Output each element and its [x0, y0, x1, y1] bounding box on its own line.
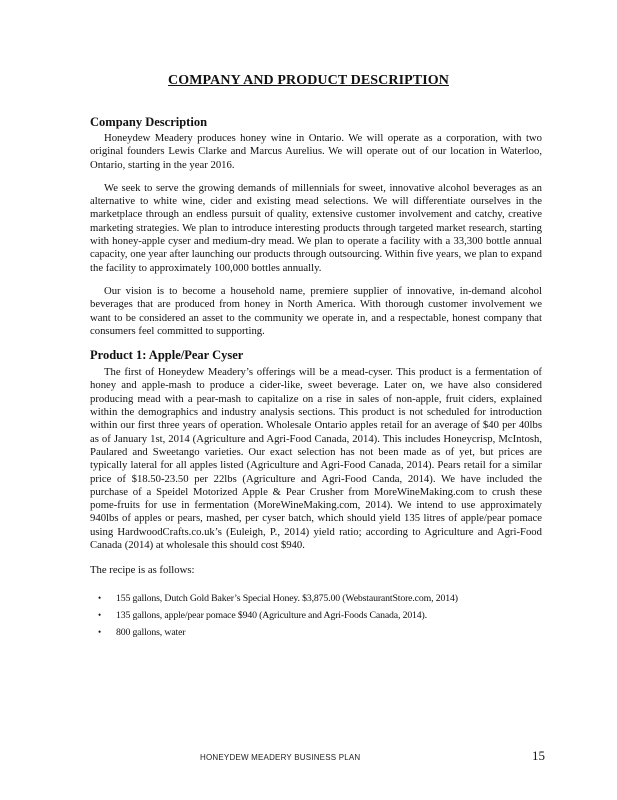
recipe-item-text: 800 gallons, water — [116, 626, 186, 638]
bullet-icon: • — [98, 609, 102, 620]
company-paragraph-2: We seek to serve the growing demands of millennials for sweet, innovative alcohol beverages as an alternative to white wine, cider and existing mead selections. We will differentiate ourselves in the marketplace through an endless pursuit of quality, extensive customer involvement and catchy, creative marketing strategies. We plan to introduce interesting products through targeted market research, starting with honey-apple cyser and medium-dry mead. We plan to operate a facility with a 33,300 bottle annual capacity, one year after launching our products through outsourcing. Within five years, we plan to expand the facility to approximately 100,000 bottles annually. — [90, 181, 542, 274]
recipe-item-text: 135 gallons, apple/pear pomace $940 (Agriculture and Agri-Foods Canada, 2014). — [116, 609, 427, 621]
company-paragraph-3: Our vision is to become a household name, premiere supplier of innovative, in-demand alcohol beverages that are produced from honey in North America. With thorough customer involvement we want to be considered an asset to the community we operate in, and a respectable, honest company that consumers feel committed to supporting. — [90, 284, 542, 337]
recipe-item-text: 155 gallons, Dutch Gold Baker’s Special Honey. $3,875.00 (WebstaurantStore.com, 2014) — [116, 592, 458, 604]
product-1-heading: Product 1: Apple/Pear Cyser — [90, 348, 244, 363]
product-1-paragraph: The first of Honeydew Meadery’s offerings will be a mead-cyser. This product is a fermentation of honey and apple-mash to produce a cider-like, sweet beverage. Later on, we have also considered producing mead with a pear-mash to capitalize on a rise in sales of non-apple, fruit ciders, explained within the demographics and industry analysis sections. This product is not scheduled for introduction within our first three years of operation. Wholesale Ontario apples retail for an average of $40 per 40lbs as of January 1st, 2014 (Agriculture and Agri-Food Canada, 2014). This includes Honeycrisp, McIntosh, Paulared and Sweetango varieties. Our exact selection has not been made as of yet, but prices are typically lateral for all apples listed (Agriculture and Agri-Food Canada, 2014). Pears retail for a similar price of $18.50-23.50 per 22lbs (Agriculture and Agri-Food Canda, 2014). We have included the purchase of a Speidel Motorized Apple & Pear Crusher from MoreWineMaking.com to crush these pome-fruits for use in fermentation (MoreWineMaking.com, 2014). We intend to use approximately 940lbs of apples or pears, mashed, per cyser batch, which should yield 135 litres of apple/pear pomace using HardwoodCrafts.co.uk’s (Euleigh, P., 2014) yield ratio; according to Agriculture and Agri-Food Canada (2014) at wholesale this should cost $940. — [90, 366, 542, 552]
list-item — [90, 609, 542, 622]
page-title: COMPANY AND PRODUCT DESCRIPTION — [168, 73, 449, 88]
footer-running-title: HONEYDEW MEADERY BUSINESS PLAN — [200, 753, 361, 762]
bullet-icon: • — [98, 592, 102, 603]
page-content — [90, 115, 542, 643]
list-item — [90, 626, 542, 639]
list-item — [90, 592, 542, 605]
bullet-icon: • — [98, 626, 102, 637]
company-paragraph-1: Honeydew Meadery produces honey wine in Ontario. We will operate as a corporation, with two original founders Lewis Clarke and Marcus Aurelius. We will operate out of our location in Waterloo, Ontario, starting in the year 2016. — [90, 132, 542, 171]
company-description-heading: Company Description — [90, 115, 208, 129]
recipe-list — [90, 592, 542, 639]
recipe-intro: The recipe is as follows: — [90, 564, 195, 577]
page-number: 15 — [532, 748, 545, 763]
